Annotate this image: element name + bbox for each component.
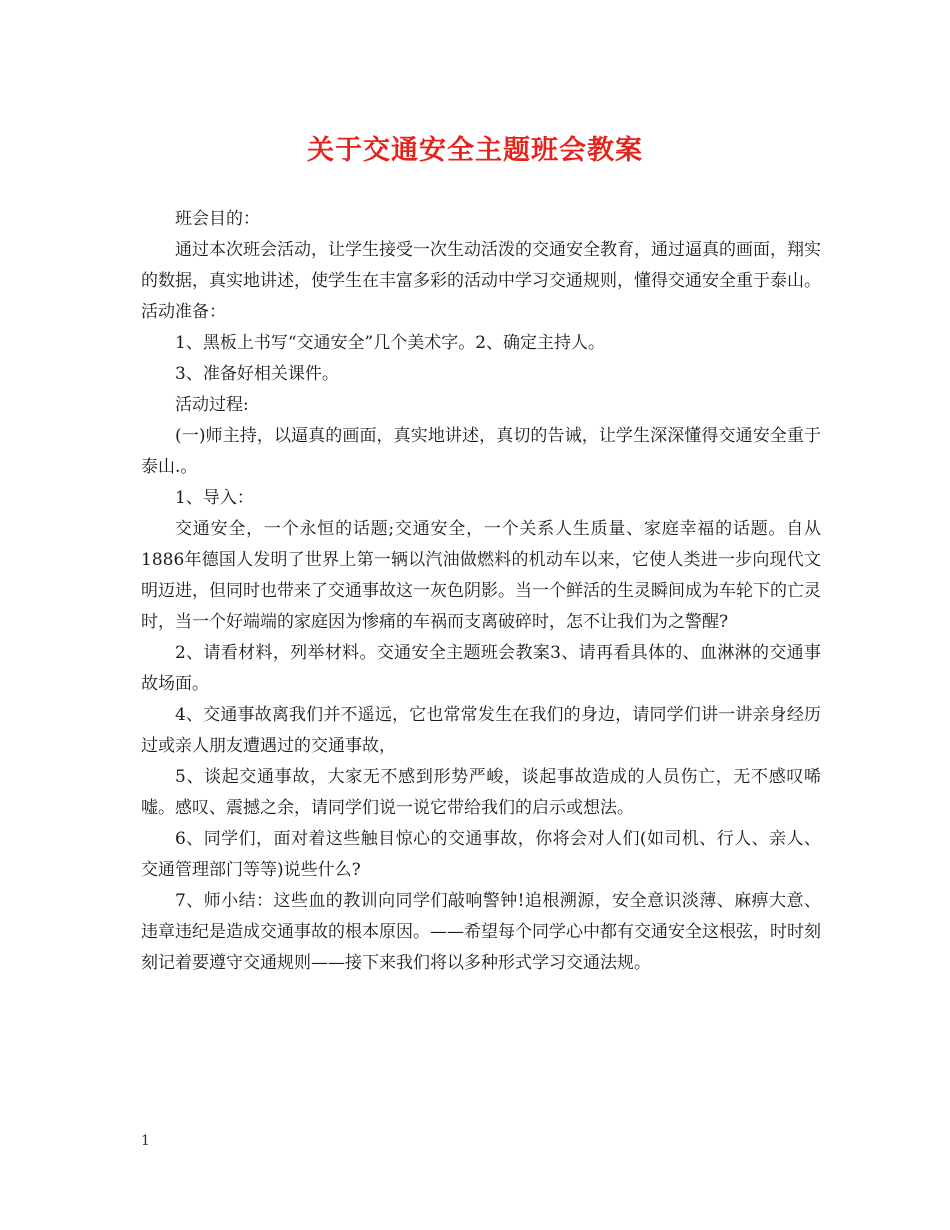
paragraph-item-2: 2、请看材料，列举材料。交通安全主题班会教案3、请再看具体的、血淋淋的交通事故场面。 [141,643,821,694]
paragraph-process-heading: 活动过程: [175,395,249,415]
document-title: 关于交通安全主题班会教案 [307,135,643,166]
paragraph-item-6: 6、同学们，面对着这些触目惊心的交通事故，你将会对人们(如司机、行人、亲人、交通管理部门等等)说些什么? [141,829,821,880]
page-number: 1 [141,1133,150,1149]
paragraph-prep-1: 1、黑板上书写“交通安全”几个美术字。2、确定主持人。 [175,333,606,353]
paragraph-purpose-heading: 班会目的： [175,209,260,229]
paragraph-section-one: (一)师主持，以逼真的画面，真实地讲述，真切的告诫，让学生深深懂得交通安全重于泰山.。 [141,426,821,477]
paragraph-item-4: 4、交通事故离我们并不遥远，它也常常发生在我们的身边，请同学们讲一讲亲身经历过或亲人朋友遭遇过的交通事故， [141,705,821,756]
paragraph-prep-3: 3、准备好相关课件。 [175,364,339,384]
paragraph-item-5: 5、谈起交通事故，大家无不感到形势严峻，谈起事故造成的人员伤亡，无不感叹唏嘘。感叹、震撼之余，请同学们说一说它带给我们的启示或想法。 [141,767,821,818]
paragraph-intro: 交通安全，一个永恒的话题;交通安全，一个关系人生质量、家庭幸福的话题。自从1886年德国人发明了世界上第一辆以汽油做燃料的机动车以来，它使人类进一步向现代文明迈进，但同时也带来了交通事故这一灰色阴影。当一个鲜活的生灵瞬间成为车轮下的亡灵时，当一个好端端的家庭因为惨痛的车祸而支离破碎时，怎不让我们为之警醒? [141,519,821,632]
document-body [141,204,821,979]
paragraph-item-7: 7、师小结：这些血的教训向同学们敲响警钟!追根溯源，安全意识淡薄、麻痹大意、违章违纪是造成交通事故的根本原因。——希望每个同学心中都有交通安全这根弦，时时刻刻记着要遵守交通规则——接下来我们将以多种形式学习交通法规。 [141,891,821,973]
paragraph-intro-heading: 1、导入： [175,488,254,508]
paragraph-purpose: 通过本次班会活动，让学生接受一次生动活泼的交通安全教育，通过逼真的画面，翔实的数据，真实地讲述，使学生在丰富多彩的活动中学习交通规则，懂得交通安全重于泰山。 活动准备： [141,240,821,322]
